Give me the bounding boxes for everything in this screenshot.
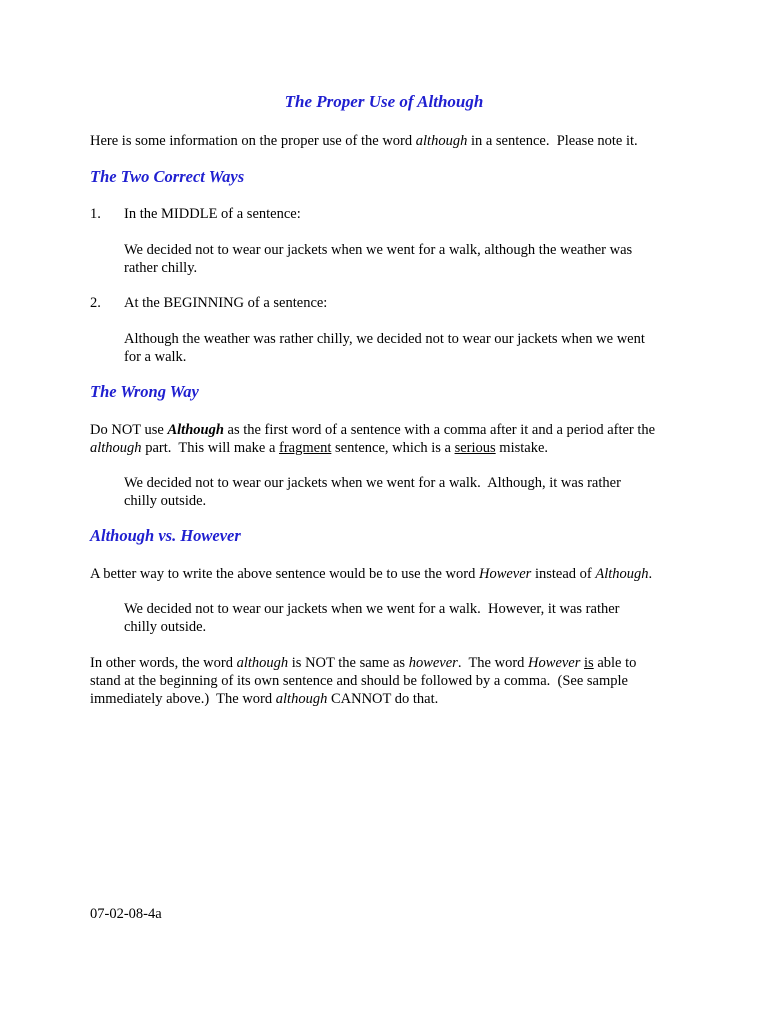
italic-word: Although bbox=[595, 566, 649, 582]
page-title: The Proper Use of Although bbox=[284, 92, 484, 111]
section-heading-wrong-way: The Wrong Way bbox=[90, 382, 199, 401]
wrong-way-line-2 bbox=[90, 439, 690, 457]
text-span: as the first word of a sentence with a comma after it and a period after the bbox=[223, 422, 656, 438]
italic-word: However bbox=[478, 566, 532, 582]
text-span: sentence, which is a bbox=[331, 440, 455, 456]
list-number-1: 1. bbox=[90, 206, 101, 222]
wrong-way-paragraph bbox=[90, 421, 690, 457]
italic-word: although bbox=[236, 655, 289, 671]
text-span: In other words, the word bbox=[90, 655, 237, 671]
intro-paragraph bbox=[90, 132, 690, 150]
underlined-word: is bbox=[584, 655, 594, 671]
intro-text: Here is some information on the proper use of the word bbox=[90, 133, 416, 149]
text-span: part. This will make a bbox=[141, 440, 280, 456]
however-p2-line-3 bbox=[90, 690, 690, 708]
bold-italic-word: Although bbox=[167, 422, 224, 438]
example-3 bbox=[124, 474, 684, 510]
text-span: instead of bbox=[531, 566, 596, 582]
text-span: . bbox=[648, 566, 653, 582]
list-item-2-label: At the BEGINNING of a sentence: bbox=[124, 295, 328, 311]
example-4-line-1: We decided not to wear our jackets when we went for a walk. However, it was rather bbox=[124, 601, 620, 617]
example-3-line-2: chilly outside. bbox=[124, 493, 207, 509]
however-p2-line-1 bbox=[90, 654, 690, 672]
text-span: mistake. bbox=[495, 440, 549, 456]
however-paragraph-2 bbox=[90, 654, 690, 708]
list-number-2: 2. bbox=[90, 295, 101, 311]
italic-word: however bbox=[408, 655, 458, 671]
intro-text-end: in a sentence. Please note it. bbox=[467, 133, 638, 149]
italic-word: However bbox=[528, 655, 581, 671]
text-span: A better way to write the above sentence would be to use the word bbox=[90, 566, 479, 582]
text-span: able to bbox=[593, 655, 637, 671]
example-2-line-1: Although the weather was rather chilly, we decided not to wear our jackets when we went bbox=[124, 331, 645, 347]
text-span: immediately above.) The word bbox=[90, 691, 276, 707]
however-paragraph-1 bbox=[90, 565, 690, 583]
example-2 bbox=[124, 330, 684, 366]
list-item-1-label: In the MIDDLE of a sentence: bbox=[124, 206, 301, 222]
example-1-line-2: rather chilly. bbox=[124, 260, 198, 276]
intro-emphasis: although bbox=[415, 133, 468, 149]
text-span: . The word bbox=[457, 655, 529, 671]
text-span: Do NOT use bbox=[90, 422, 168, 438]
section-heading-correct-ways: The Two Correct Ways bbox=[90, 167, 245, 186]
example-1 bbox=[124, 241, 684, 277]
wrong-way-line-1 bbox=[90, 421, 690, 439]
italic-word: although bbox=[275, 691, 328, 707]
underlined-word: fragment bbox=[279, 440, 332, 456]
however-p2-line-2: stand at the beginning of its own sentence and should be followed by a comma. (See sample bbox=[90, 673, 628, 689]
section-heading-although-vs-however: Although vs. However bbox=[90, 526, 241, 545]
example-4-line-2: chilly outside. bbox=[124, 619, 207, 635]
document-footer-code: 07-02-08-4a bbox=[90, 906, 162, 922]
example-2-line-2: for a walk. bbox=[124, 349, 187, 365]
example-3-line-1: We decided not to wear our jackets when we went for a walk. Although, it was rather bbox=[124, 475, 621, 491]
italic-word: although bbox=[90, 440, 142, 456]
text-span: CANNOT do that. bbox=[327, 691, 439, 707]
underlined-word: serious bbox=[454, 440, 496, 456]
example-1-line-1: We decided not to wear our jackets when we went for a walk, although the weather was bbox=[124, 242, 633, 258]
example-4 bbox=[124, 600, 684, 636]
text-span: is NOT the same as bbox=[288, 655, 409, 671]
